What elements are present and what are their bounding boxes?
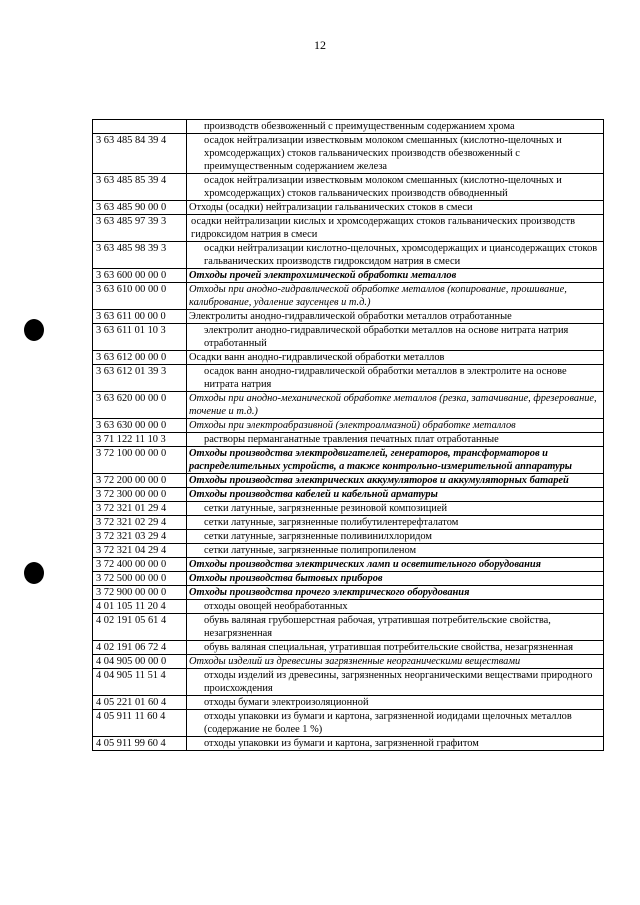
waste-description-cell: электролит анодно-гидравлической обработки металлов на основе нитрата натрия отработанный [187,324,604,351]
table-row [93,502,604,516]
table-row [93,474,604,488]
table-row [93,283,604,310]
waste-description-cell: Отходы изделий из древесины загрязненные неорганическими веществами [187,655,604,669]
waste-description-cell: Отходы производства электрических аккумуляторов и аккумуляторных батарей [187,474,604,488]
table-row [93,242,604,269]
table-row [93,544,604,558]
waste-code-cell: 3 63 612 00 00 0 [93,351,187,365]
waste-code-cell: 3 72 321 03 29 4 [93,530,187,544]
table-row [93,324,604,351]
table-row [93,614,604,641]
waste-description-cell: Отходы производства кабелей и кабельной арматуры [187,488,604,502]
waste-description-cell: Отходы при анодно-гидравлической обработке металлов (копирование, прошивание, калибрование, удаление заусенцев и т.д.) [187,283,604,310]
waste-code-cell: 3 72 900 00 00 0 [93,586,187,600]
table-row [93,558,604,572]
waste-description-cell: отходы овощей необработанных [187,600,604,614]
waste-description-cell: отходы упаковки из бумаги и картона, загрязненной иодидами щелочных металлов (содержание не более 1 %) [187,710,604,737]
waste-code-cell: 3 72 500 00 00 0 [93,572,187,586]
binder-hole-mark [24,562,44,584]
waste-description-cell: Отходы производства электрических ламп и осветительного оборудования [187,558,604,572]
waste-classification-table [92,119,604,751]
table-row [93,134,604,174]
table-row [93,351,604,365]
waste-code-cell: 3 63 485 90 00 0 [93,201,187,215]
waste-code-cell: 3 71 122 11 10 3 [93,433,187,447]
table-row [93,530,604,544]
waste-code-cell: 4 04 905 11 51 4 [93,669,187,696]
waste-description-cell: производств обезвоженный с преимущественным содержанием хрома [187,120,604,134]
waste-code-cell: 3 72 321 01 29 4 [93,502,187,516]
table-row [93,447,604,474]
page-number: 12 [314,38,326,52]
waste-code-cell: 3 63 485 85 39 4 [93,174,187,201]
waste-description-cell: осадок нейтрализации известковым молоком смешанных (кислотно-щелочных и хромсодержащих) стоков гальванических производств обезвоженный с преимущественным содержанием железа [187,134,604,174]
waste-description-cell: Отходы производства бытовых приборов [187,572,604,586]
table-row [93,120,604,134]
waste-description-cell: сетки латунные, загрязненные поливинилхлоридом [187,530,604,544]
waste-code-cell: 3 63 485 97 39 3 [93,215,187,242]
waste-description-cell: отходы упаковки из бумаги и картона, загрязненной графитом [187,737,604,751]
waste-code-cell: 4 05 911 11 60 4 [93,710,187,737]
waste-code-cell: 3 63 485 84 39 4 [93,134,187,174]
table-row [93,586,604,600]
waste-code-cell: 3 63 620 00 00 0 [93,392,187,419]
waste-description-cell: Осадки ванн анодно-гидравлической обработки металлов [187,351,604,365]
waste-code-cell: 4 02 191 06 72 4 [93,641,187,655]
waste-description-cell: Электролиты анодно-гидравлической обработки металлов отработанные [187,310,604,324]
waste-code-cell: 4 04 905 00 00 0 [93,655,187,669]
waste-code-cell: 4 05 221 01 60 4 [93,696,187,710]
waste-code-cell: 3 63 610 00 00 0 [93,283,187,310]
waste-code-cell: 3 72 400 00 00 0 [93,558,187,572]
waste-code-cell: 3 63 485 98 39 3 [93,242,187,269]
table-row [93,174,604,201]
waste-description-cell: Отходы при анодно-механической обработке металлов (резка, затачивание, фрезерование, точение и т.д.) [187,392,604,419]
waste-code-cell: 3 63 612 01 39 3 [93,365,187,392]
table-row [93,433,604,447]
waste-description-cell: отходы изделий из древесины, загрязненных неорганическими веществами природного происхождения [187,669,604,696]
table-row [93,488,604,502]
waste-code-cell: 3 63 600 00 00 0 [93,269,187,283]
table-row [93,215,604,242]
table-row [93,269,604,283]
waste-description-cell: осадок ванн анодно-гидравлической обработки металлов в электролите на основе нитрата натрия [187,365,604,392]
waste-code-cell: 4 01 105 11 20 4 [93,600,187,614]
waste-code-cell: 3 63 611 00 00 0 [93,310,187,324]
table-row [93,737,604,751]
table-row [93,310,604,324]
waste-description-cell: растворы перманганатные травления печатных плат отработанные [187,433,604,447]
table-row [93,516,604,530]
table-row [93,392,604,419]
waste-description-cell: Отходы прочей электрохимической обработки металлов [187,269,604,283]
waste-code-cell: 4 05 911 99 60 4 [93,737,187,751]
table-row [93,365,604,392]
waste-code-cell: 3 63 630 00 00 0 [93,419,187,433]
waste-code-cell [93,120,187,134]
waste-description-cell: обувь валяная грубошерстная рабочая, утратившая потребительские свойства, незагрязненная [187,614,604,641]
table-row [93,641,604,655]
table-row [93,572,604,586]
table-row [93,655,604,669]
waste-description-cell: Отходы производства электродвигателей, генераторов, трансформаторов и распределительных устройств, а также контрольно-измерительной аппаратуры [187,447,604,474]
table-row [93,419,604,433]
waste-description-cell: сетки латунные, загрязненные полипропиленом [187,544,604,558]
table-row [93,201,604,215]
waste-code-cell: 3 72 200 00 00 0 [93,474,187,488]
table-row [93,669,604,696]
table-row [93,600,604,614]
waste-code-cell: 3 63 611 01 10 3 [93,324,187,351]
waste-description-cell: сетки латунные, загрязненные резиновой композицией [187,502,604,516]
waste-description-cell: осадок нейтрализации известковым молоком смешанных (кислотно-щелочных и хромсодержащих) стоков гальванических производств обводненный [187,174,604,201]
waste-description-cell: отходы бумаги электроизоляционной [187,696,604,710]
waste-description-cell: осадки нейтрализации кислотно-щелочных, хромсодержащих и циансодержащих стоков гальванических производств гидроксидом натрия в смеси [187,242,604,269]
table-row [93,696,604,710]
waste-code-cell: 3 72 300 00 00 0 [93,488,187,502]
waste-description-cell: Отходы производства прочего электрического оборудования [187,586,604,600]
waste-description-cell: Отходы при электроабразивной (электроалмазной) обработке металлов [187,419,604,433]
table-row [93,710,604,737]
waste-description-cell: осадки нейтрализации кислых и хромсодержащих стоков гальванических производств гидроксидом натрия в смеси [187,215,604,242]
binder-hole-mark [24,319,44,341]
waste-description-cell: Отходы (осадки) нейтрализации гальванических стоков в смеси [187,201,604,215]
waste-code-cell: 3 72 321 02 29 4 [93,516,187,530]
waste-code-cell: 3 72 100 00 00 0 [93,447,187,474]
waste-description-cell: сетки латунные, загрязненные полибутилентерефталатом [187,516,604,530]
waste-description-cell: обувь валяная специальная, утратившая потребительские свойства, незагрязненная [187,641,604,655]
waste-code-cell: 4 02 191 05 61 4 [93,614,187,641]
waste-code-cell: 3 72 321 04 29 4 [93,544,187,558]
